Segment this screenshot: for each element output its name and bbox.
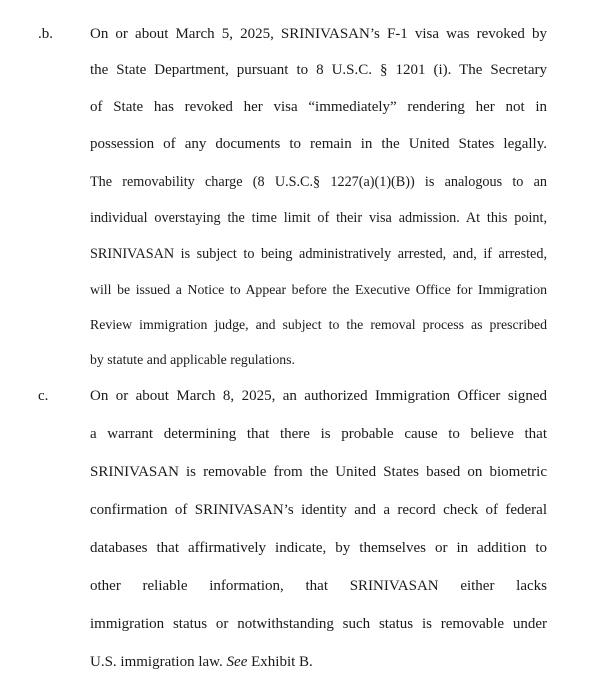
- paragraph-line: databases that affirmatively indicate, by themselves or in addition to: [90, 540, 547, 556]
- paragraph-line: SRINIVASAN is removable from the United States based on biometric: [90, 464, 547, 480]
- paragraph-line: confirmation of SRINIVASAN’s identity and a record check of federal: [90, 502, 547, 518]
- line-text: U.S. immigration law.: [90, 654, 227, 670]
- paragraph-line: other reliable information, that SRINIVASAN either lacks: [90, 578, 547, 594]
- paragraph-line: a warrant determining that there is probable cause to believe that: [90, 426, 547, 442]
- line-text: Exhibit B.: [247, 654, 313, 670]
- paragraph-last-line: [90, 652, 547, 672]
- paragraph-line: the State Department, pursuant to 8 U.S.C. § 1201 (i). The Secretary: [90, 62, 547, 78]
- paragraph-marker: c.: [38, 388, 49, 404]
- paragraph-line: SRINIVASAN is subject to being administratively arrested, and, if arrested,: [90, 246, 547, 262]
- citation-signal: See: [226, 654, 248, 670]
- paragraph-marker: .b.: [38, 26, 53, 42]
- paragraph-line: possession of any documents to remain in the United States legally.: [90, 136, 547, 152]
- paragraph-line: individual overstaying the time limit of their visa admission. At this point,: [90, 210, 547, 226]
- paragraph-line: Review immigration judge, and subject to the removal process as prescribed: [90, 317, 547, 332]
- paragraph-line: On or about March 8, 2025, an authorized Immigration Officer signed: [90, 388, 547, 404]
- paragraph-line: of State has revoked her visa “immediately” rendering her not in: [90, 99, 547, 115]
- paragraph-line: by statute and applicable regulations.: [90, 352, 295, 367]
- paragraph-line: The removability charge (8 U.S.C.§ 1227(a)(1)(B)) is analogous to an: [90, 174, 547, 190]
- paragraph-line: will be issued a Notice to Appear before the Executive Office for Immigration: [90, 282, 547, 297]
- paragraph-line: immigration status or notwithstanding such status is removable under: [90, 616, 547, 632]
- paragraph-line: On or about March 5, 2025, SRINIVASAN’s F-1 visa was revoked by: [90, 26, 547, 42]
